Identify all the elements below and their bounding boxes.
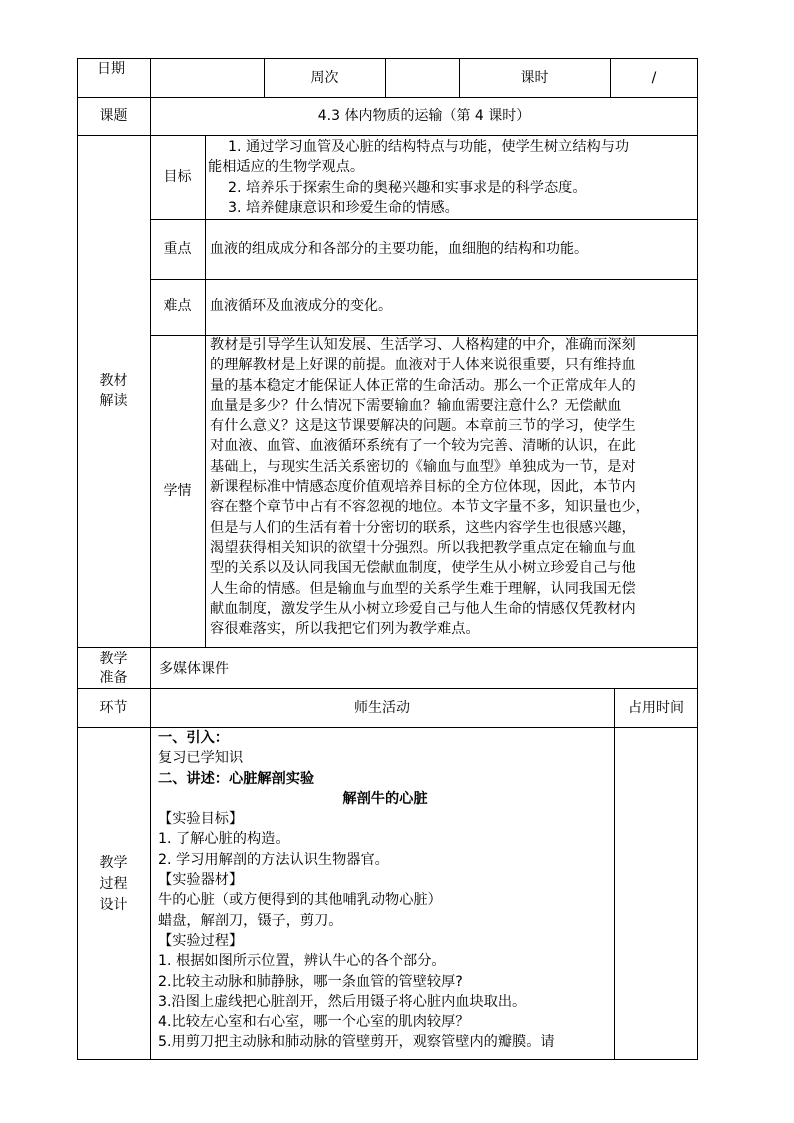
design-line: 5.用剪刀把主动脉和肺动脉的管壁剪开，观察管壁内的瓣膜。请: [158, 1034, 555, 1051]
situation-line: 新课程标准中情感态度价值观培养目标的全方位体现，因此，本节内: [210, 479, 636, 496]
goals-line: 1. 通过学习血管及心脏的结构特点与功能，使学生树立结构与功: [228, 139, 630, 155]
activity-header: 师生活动: [354, 700, 410, 716]
design-line: 复习已学知识: [158, 750, 244, 767]
design-line: 一、引入：: [158, 730, 229, 746]
design-line: 【实验目标】: [158, 811, 244, 828]
row-divider: [150, 219, 698, 220]
goals-line: 3. 培养健康意识和珍爱生命的情感。: [228, 199, 459, 216]
period-label: 课时: [520, 70, 549, 86]
situation-line: 型的关系以及认同我国无偿献血制度，使学生从小树立珍爱自己与他: [210, 560, 636, 577]
topic-label: 课题: [99, 108, 128, 124]
situation-label: 学情: [163, 483, 192, 499]
design-line: 二、讲述：心脏解剖实验: [158, 770, 315, 787]
goals-line: 能相适应的生物学观点。: [208, 159, 365, 176]
topic-value: 4.3 体内物质的运输（第 4 课时）: [317, 108, 531, 124]
design-label-line2: 过程: [99, 876, 128, 892]
difficult-label: 难点: [163, 298, 192, 314]
situation-line: 量的基本稳定才能保证人体正常的生命活动。那么一个正常成年人的: [210, 377, 636, 394]
period-value: /: [651, 70, 657, 86]
row-divider: [77, 647, 698, 648]
row-divider: [77, 688, 698, 689]
row-divider: [77, 97, 698, 98]
step-header: 环节: [99, 700, 128, 716]
design-line: 牛的心脏（或方便得到的其他哺乳动物心脏）: [158, 892, 442, 909]
design-label-line1: 教学: [99, 855, 128, 871]
design-line: 3.沿图上虚线把心脏剖开，然后用镊子将心脏内血块取出。: [158, 993, 527, 1010]
row-divider: [77, 135, 698, 136]
design-line: 解剖牛的心脏: [342, 790, 428, 807]
situation-line: 对血液、血管、血液循环系统有了一个较为完善、清晰的认识，在此: [210, 438, 636, 455]
situation-line: 的理解教材是上好课的前提。血液对于人体来说很重要，只有维持血: [210, 357, 636, 374]
situation-text: [210, 335, 696, 639]
design-content: [158, 728, 612, 1053]
situation-line: 但是与人们的生活有着十分密切的联系，这些内容学生也很感兴趣，: [210, 519, 636, 536]
situation-line: 容很难落实，所以我把它们列为教学难点。: [210, 621, 480, 638]
design-line: 2. 学习用解剖的方法认识生物器官。: [158, 851, 389, 868]
column-divider: [150, 58, 151, 1060]
situation-line: 教材是引导学生认知发展、生活学习、人格构建的中介，准确而深刻: [210, 337, 636, 353]
table-border-right: [697, 58, 698, 1060]
table-border-bottom: [77, 1059, 698, 1060]
design-line: 蜡盘，解剖刀，镊子，剪刀。: [158, 912, 343, 929]
lesson-plan-table: [77, 58, 698, 1060]
situation-line: 基础上，与现实生活关系密切的《输血与血型》单独成为一节，是对: [210, 458, 636, 475]
design-line: 2.比较主动脉和肺静脉，哪一条血管的管壁较厚?: [158, 973, 463, 990]
prep-label-line2: 准备: [99, 670, 128, 686]
situation-line: 容在整个章节中占有不容忽视的地位。本节文字量不多，知识量也少，: [210, 499, 650, 516]
column-divider: [205, 135, 206, 647]
textbook-section-label-line1: 教材: [99, 373, 128, 389]
prep-label-line1: 教学: [99, 651, 128, 667]
key-text: 血液的组成成分和各部分的主要功能，血细胞的结构和功能。: [210, 241, 588, 257]
column-divider: [385, 58, 386, 97]
goals-text: [208, 137, 696, 218]
design-line: 【实验过程】: [158, 932, 244, 949]
textbook-section-label-line2: 解读: [99, 393, 128, 409]
key-label: 重点: [163, 241, 192, 257]
situation-line: 献血制度，激发学生从小树立珍爱自己与他人生命的情感仅凭教材内: [210, 600, 636, 617]
situation-line: 血量是多少？什么情况下需要输血？输血需要注意什么？无偿献血: [210, 397, 622, 414]
situation-line: 有什么意义？这是这节课要解决的问题。本章前三节的学习，使学生: [210, 418, 636, 435]
design-line: 1. 根据如图所示位置，辨认牛心的各个部分。: [158, 953, 446, 970]
situation-line: 渴望获得相关知识的欲望十分强烈。所以我把教学重点定在输血与血: [210, 539, 636, 556]
difficult-text: 血液循环及血液成分的变化。: [210, 298, 392, 314]
date-label: 日期: [97, 61, 125, 77]
goals-line: 2. 培养乐于探索生命的奥秘兴趣和实事求是的科学态度。: [228, 179, 587, 196]
prep-value: 多媒体课件: [159, 661, 229, 677]
design-label-line3: 设计: [99, 897, 128, 913]
week-label: 周次: [310, 70, 339, 86]
design-line: 4.比较左心室和右心室，哪一个心室的肌肉较厚？: [158, 1014, 470, 1031]
goals-label: 目标: [163, 169, 192, 185]
table-border-top: [77, 58, 698, 59]
column-divider: [614, 688, 615, 1060]
design-line: 1. 了解心脏的构造。: [158, 831, 290, 848]
row-divider: [150, 279, 698, 280]
time-header: 占用时间: [628, 700, 684, 716]
design-line: 【实验器材】: [158, 872, 244, 889]
situation-line: 人生命的情感。但是输血与血型的关系学生难于理解，认同我国无偿: [210, 580, 636, 597]
